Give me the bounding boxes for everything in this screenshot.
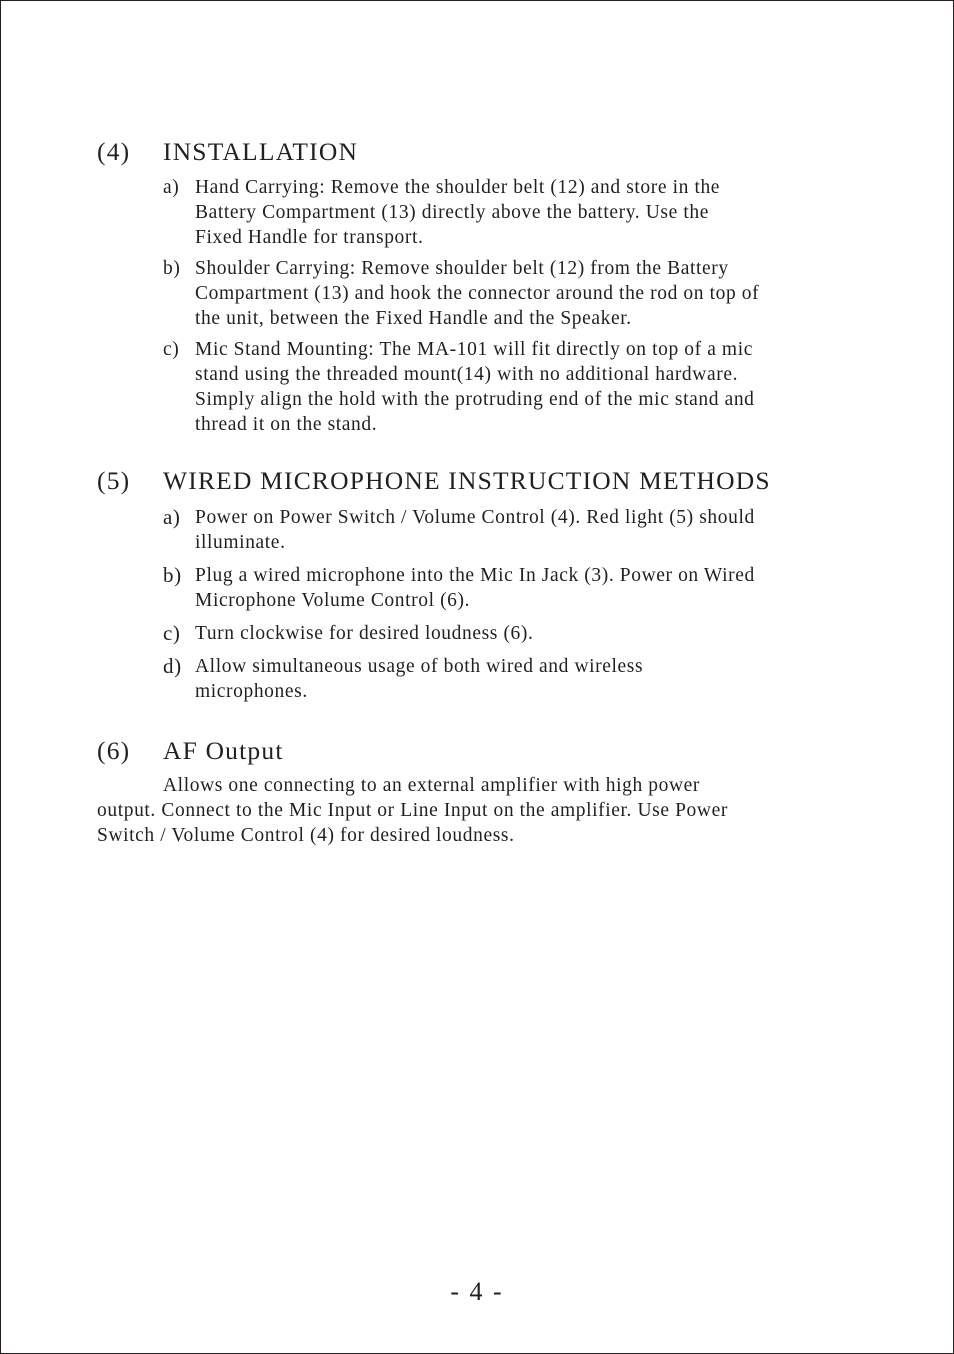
item-line: Hand Carrying: Remove the shoulder belt (12) and store in the (195, 177, 721, 198)
section-title: AF Output (163, 736, 284, 765)
item-line: Allow simultaneous usage of both wired and wireless (195, 656, 644, 677)
item-letter: b) (163, 258, 181, 279)
item-letter: a) (163, 505, 181, 529)
paragraph-line: Switch / Volume Control (4) for desired loudness. (97, 825, 515, 846)
section-heading (97, 736, 877, 766)
installation-list (163, 175, 877, 437)
section-heading (97, 466, 877, 496)
item-line: Shoulder Carrying: Remove shoulder belt (12) from the Battery (195, 258, 729, 279)
list-item (163, 621, 877, 646)
list-item (163, 563, 877, 613)
wired-microphone-section (97, 466, 877, 712)
paragraph-line: output. Connect to the Mic Input or Line Input on the amplifier. Use Power (97, 800, 728, 821)
item-line: Turn clockwise for desired loudness (6). (195, 623, 534, 644)
item-line: Power on Power Switch / Volume Control (4). Red light (5) should (195, 507, 755, 528)
section-number: (5) (97, 466, 131, 495)
item-letter: a) (163, 177, 180, 198)
af-output-paragraph (97, 773, 857, 848)
item-line: Plug a wired microphone into the Mic In Jack (3). Power on Wired (195, 565, 755, 586)
item-line: stand using the threaded mount(14) with no additional hardware. (195, 364, 739, 385)
item-letter: b) (163, 563, 182, 587)
list-item (163, 505, 877, 555)
item-letter: c) (163, 621, 181, 645)
item-line: illuminate. (195, 532, 286, 553)
item-line: Simply align the hold with the protruding end of the mic stand and (195, 389, 755, 410)
wired-list (163, 505, 877, 704)
item-line: microphones. (195, 681, 308, 702)
item-line: Microphone Volume Control (6). (195, 590, 471, 611)
list-item (163, 654, 877, 704)
section-title: INSTALLATION (163, 137, 359, 166)
item-line: thread it on the stand. (195, 414, 378, 435)
list-item (163, 175, 877, 250)
section-number: (6) (97, 736, 131, 765)
list-item (163, 256, 877, 331)
af-output-section (97, 736, 877, 848)
page-number: - 4 - (450, 1277, 504, 1306)
list-item (163, 337, 877, 437)
item-line: Compartment (13) and hook the connector around the rod on top of (195, 283, 760, 304)
section-number: (4) (97, 137, 131, 166)
paragraph-line: Allows one connecting to an external amplifier with high power (163, 775, 701, 796)
section-title: WIRED MICROPHONE INSTRUCTION METHODS (163, 466, 771, 495)
item-line: Fixed Handle for transport. (195, 227, 424, 248)
item-letter: c) (163, 339, 180, 360)
installation-section (97, 137, 877, 443)
item-letter: d) (163, 654, 182, 678)
item-line: the unit, between the Fixed Handle and the Speaker. (195, 308, 632, 329)
item-line: Mic Stand Mounting: The MA-101 will fit directly on top of a mic (195, 339, 753, 360)
item-line: Battery Compartment (13) directly above the battery. Use the (195, 202, 709, 223)
section-heading (97, 137, 877, 167)
